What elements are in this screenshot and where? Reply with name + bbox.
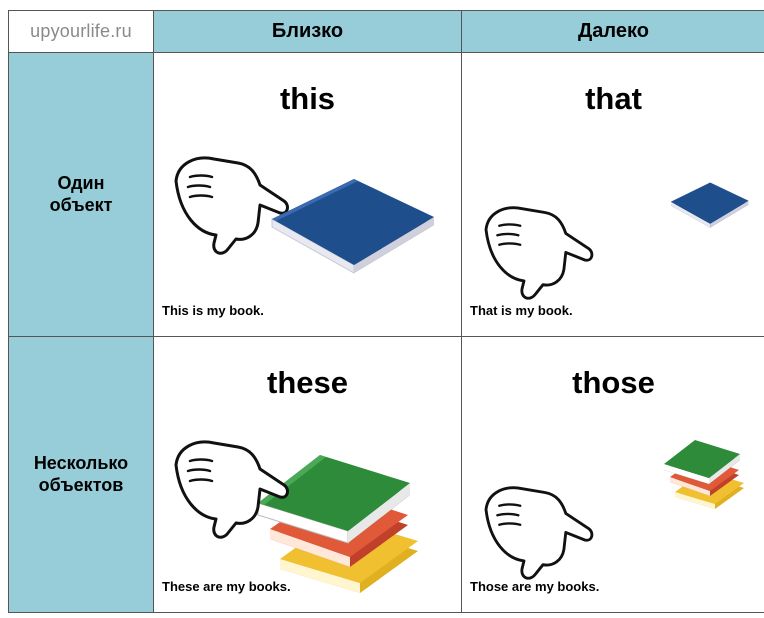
sentence-those: Those are my books. — [470, 579, 600, 594]
row-header-plural — [9, 337, 154, 613]
pointing-hand-icon — [176, 158, 287, 253]
green-books-stack-icon — [258, 455, 418, 593]
row-header-single — [9, 53, 154, 337]
row-header-plural-line1: Несколько — [33, 452, 129, 473]
site-name: upyourlife.ru — [30, 21, 132, 41]
sentence-this: This is my book. — [162, 303, 264, 318]
row-header-single-line1: Один — [57, 172, 105, 193]
corner-cell — [9, 11, 154, 53]
blue-book-icon — [671, 183, 749, 228]
column-header-near: Близко — [154, 11, 462, 53]
column-header-far: Далеко — [462, 11, 764, 53]
row-header-single-line2: объект — [49, 194, 113, 215]
cell-those — [462, 337, 764, 613]
demonstratives-table — [8, 10, 764, 613]
pointing-hand-icon — [486, 208, 592, 299]
those-illustration — [462, 337, 764, 613]
word-those: those — [572, 365, 655, 400]
green-books-stack-icon — [664, 440, 744, 509]
sentence-these: These are my books. — [162, 579, 291, 594]
word-that: that — [585, 81, 642, 116]
cell-this — [154, 53, 462, 337]
cell-these — [154, 337, 462, 613]
this-illustration — [154, 53, 462, 337]
pointing-hand-icon — [176, 442, 287, 537]
word-this: this — [279, 81, 336, 116]
word-these: these — [267, 365, 348, 400]
that-illustration — [462, 53, 764, 337]
blue-book-icon — [272, 179, 434, 273]
row-header-plural-line2: объектов — [38, 474, 124, 495]
sentence-that: That is my book. — [470, 303, 573, 318]
pointing-hand-icon — [486, 488, 592, 579]
cell-that — [462, 53, 764, 337]
these-illustration — [154, 337, 462, 613]
